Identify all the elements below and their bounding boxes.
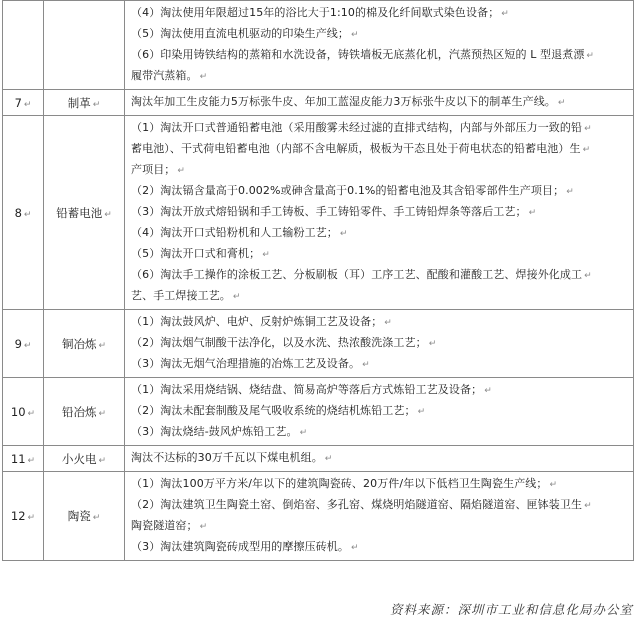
table-row [3, 472, 634, 561]
requirement-line: （2）淘汰建筑卫生陶瓷土窑、倒焰窑、多孔窑、煤烧明焰隧道窑、隔焰隧道窑、匣钵装卫生 ↵ [131, 498, 592, 511]
requirement-text [125, 378, 634, 446]
paragraph-mark-icon: ↵ [351, 30, 359, 40]
paragraph-mark-icon: ↵ [351, 543, 359, 553]
requirement-text [125, 90, 634, 116]
industry-name: 铜冶炼 ↵ [44, 310, 125, 378]
paragraph-mark-icon: ↵ [262, 250, 270, 260]
policy-table [2, 0, 634, 561]
paragraph-mark-icon: ↵ [324, 454, 333, 464]
row-number: 12 ↵ [3, 472, 44, 561]
requirement-line: （1）淘汰采用烧结锅、烧结盘、简易高炉等落后方式炼铅工艺及设备； ↵ [131, 383, 492, 396]
requirement-line: 淘汰年加工生皮能力5万标张牛皮、年加工蓝湿皮能力3万标张牛皮以下的制革生产线。 ↵ [131, 95, 566, 108]
industry-name: 制革 ↵ [44, 90, 125, 116]
paragraph-mark-icon: ↵ [299, 428, 308, 438]
requirement-line: （6）印染用铸铁结构的蒸箱和水洗设备，铸铁墙板无底蒸化机，汽蒸预热区短的 L 型退煮漂 ↵ [131, 48, 595, 61]
requirement-line: （5）淘汰开口式和膏机； ↵ [131, 247, 270, 260]
requirement-line: （3）淘汰建筑陶瓷砖成型用的摩擦压砖机。 ↵ [131, 540, 359, 553]
requirement-line: （4）淘汰使用年限超过15年的浴比大于1:10的棉及化纤间歇式染色设备； ↵ [131, 6, 509, 19]
paragraph-mark-icon: ↵ [98, 408, 107, 419]
paragraph-mark-icon: ↵ [27, 408, 36, 419]
row-number: 9 ↵ [3, 310, 44, 378]
requirement-line: （2）淘汰烟气制酸干法净化，以及水洗、热浓酸洗涤工艺； ↵ [131, 336, 437, 349]
requirement-line: 艺、手工焊接工艺。 ↵ [131, 289, 241, 302]
paragraph-mark-icon: ↵ [549, 480, 558, 490]
paragraph-mark-icon: ↵ [98, 455, 107, 466]
paragraph-mark-icon: ↵ [584, 501, 592, 511]
industry-name: 铅蓄电池 ↵ [44, 116, 125, 310]
paragraph-mark-icon: ↵ [199, 72, 208, 82]
paragraph-mark-icon: ↵ [566, 187, 574, 197]
row-number [3, 1, 44, 90]
requirement-line: （6）淘汰手工操作的涂板工艺、分板刷板（耳）工序工艺、配酸和灌酸工艺、焊接外化成工 ↵ [131, 268, 592, 281]
paragraph-mark-icon: ↵ [339, 229, 348, 239]
row-number: 10 ↵ [3, 378, 44, 446]
requirement-text [125, 472, 634, 561]
paragraph-mark-icon: ↵ [528, 208, 537, 218]
paragraph-mark-icon: ↵ [584, 271, 592, 281]
paragraph-mark-icon: ↵ [23, 209, 32, 220]
paragraph-mark-icon: ↵ [98, 340, 107, 351]
paragraph-mark-icon: ↵ [23, 340, 32, 351]
requirement-line: 淘汰不达标的30万千瓦以下煤电机组。 ↵ [131, 451, 333, 464]
requirement-line: （1）淘汰鼓风炉、电炉、反射炉炼铜工艺及设备； ↵ [131, 315, 392, 328]
paragraph-mark-icon: ↵ [557, 98, 566, 108]
policy-table-body [3, 1, 634, 561]
paragraph-mark-icon: ↵ [177, 166, 186, 176]
paragraph-mark-icon: ↵ [92, 99, 101, 110]
requirement-line: 陶瓷隧道窑； ↵ [131, 519, 208, 532]
requirement-line: （3）淘汰烧结-鼓风炉炼铅工艺。 ↵ [131, 425, 308, 438]
paragraph-mark-icon: ↵ [586, 51, 595, 61]
paragraph-mark-icon: ↵ [584, 124, 592, 134]
requirement-line: （1）淘汰开口式普通铅蓄电池（采用酸雾未经过滤的直排式结构，内部与外部压力一致的铅 ↵ [131, 121, 592, 134]
row-number: 8 ↵ [3, 116, 44, 310]
requirement-line: 产项目； ↵ [131, 163, 186, 176]
industry-name: 小火电 ↵ [44, 446, 125, 472]
industry-name: 陶瓷 ↵ [44, 472, 125, 561]
paragraph-mark-icon: ↵ [27, 455, 36, 466]
requirement-line: （2）淘汰镉含量高于0.002%或砷含量高于0.1%的铅蓄电池及其含铅零部件生产项目； ↵ [131, 184, 574, 197]
source-note: 资料来源：深圳市工业和信息化局办公室 [389, 602, 633, 617]
paragraph-mark-icon: ↵ [362, 360, 370, 370]
table-row [3, 90, 634, 116]
table-row [3, 310, 634, 378]
paragraph-mark-icon: ↵ [104, 209, 112, 220]
table-row [3, 116, 634, 310]
table-row [3, 378, 634, 446]
requirement-line: （2）淘汰未配套制酸及尾气吸收系统的烧结机炼铅工艺； ↵ [131, 404, 426, 417]
paragraph-mark-icon: ↵ [199, 522, 208, 532]
requirement-text [125, 446, 634, 472]
row-number: 7 ↵ [3, 90, 44, 116]
requirement-line: （5）淘汰使用直流电机驱动的印染生产线； ↵ [131, 27, 359, 40]
paragraph-mark-icon: ↵ [417, 407, 426, 417]
paragraph-mark-icon: ↵ [27, 513, 36, 523]
paragraph-mark-icon: ↵ [582, 145, 591, 155]
requirement-line: （4）淘汰开口式铅粉机和人工输粉工艺； ↵ [131, 226, 348, 239]
row-number: 11 ↵ [3, 446, 44, 472]
paragraph-mark-icon: ↵ [232, 292, 241, 302]
paragraph-mark-icon: ↵ [428, 339, 437, 349]
requirement-text [125, 1, 634, 90]
requirement-line: 履带汽蒸箱。 ↵ [131, 69, 208, 82]
requirement-line: （3）淘汰开放式熔铅锅和手工铸板、手工铸铅零件、手工铸铅焊条等落后工艺； ↵ [131, 205, 537, 218]
requirement-line: （1）淘汰100万平方米/年以下的建筑陶瓷砖、20万件/年以下低档卫生陶瓷生产线； ↵ [131, 477, 558, 490]
paragraph-mark-icon: ↵ [23, 99, 32, 110]
requirement-line: 蓄电池）、干式荷电铅蓄电池（内部不含电解质，极板为干态且处于荷电状态的铅蓄电池）生 ↵ [131, 142, 591, 155]
requirement-text [125, 116, 634, 310]
paragraph-mark-icon: ↵ [501, 9, 509, 19]
paragraph-mark-icon: ↵ [384, 318, 392, 328]
requirement-text [125, 310, 634, 378]
industry-name [44, 1, 125, 90]
requirement-line: （3）淘汰无烟气治理措施的冶炼工艺及设备。 ↵ [131, 357, 370, 370]
table-row [3, 446, 634, 472]
table-row [3, 1, 634, 90]
industry-name: 铅冶炼 ↵ [44, 378, 125, 446]
paragraph-mark-icon: ↵ [484, 386, 492, 396]
paragraph-mark-icon: ↵ [92, 513, 101, 523]
